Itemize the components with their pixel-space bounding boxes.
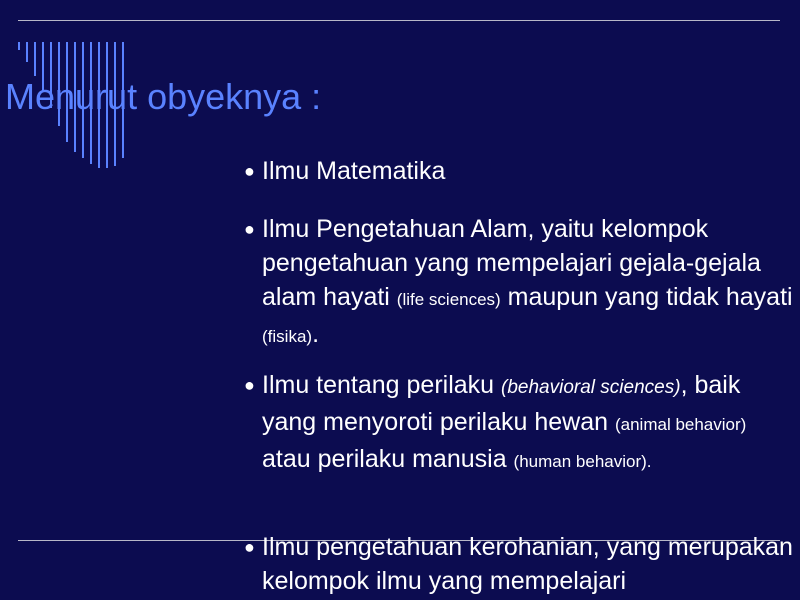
bullet-item-kerohanian — [244, 530, 800, 598]
bullet-icon: ● — [244, 219, 255, 239]
bullet-text: Ilmu Matematika — [262, 157, 446, 185]
bullet-item-matematika — [244, 154, 800, 188]
top-divider — [18, 20, 780, 21]
bullet-icon: ● — [244, 537, 255, 557]
bullet-icon: ● — [244, 161, 255, 181]
bullet-text: Ilmu pengetahuan kerohanian, yang merupakan kelompok ilmu yang mempelajari — [262, 533, 793, 595]
bullet-icon: ● — [244, 375, 255, 395]
bullet-item-perilaku — [244, 368, 800, 479]
bullet-text: Ilmu tentang perilaku (behavioral sciences), baik yang menyoroti perilaku hewan (animal behavior) atau perilaku manusia (human behavior). — [262, 371, 747, 473]
bullet-item-ipa — [244, 212, 800, 354]
slide-title: Menurut obyeknya : — [5, 76, 322, 117]
bullet-text: Ilmu Pengetahuan Alam, yaitu kelompok pengetahuan yang mempelajari gejala-gejala alam hayati (life sciences) maupun yang tidak hayati (fisika). — [262, 215, 793, 348]
